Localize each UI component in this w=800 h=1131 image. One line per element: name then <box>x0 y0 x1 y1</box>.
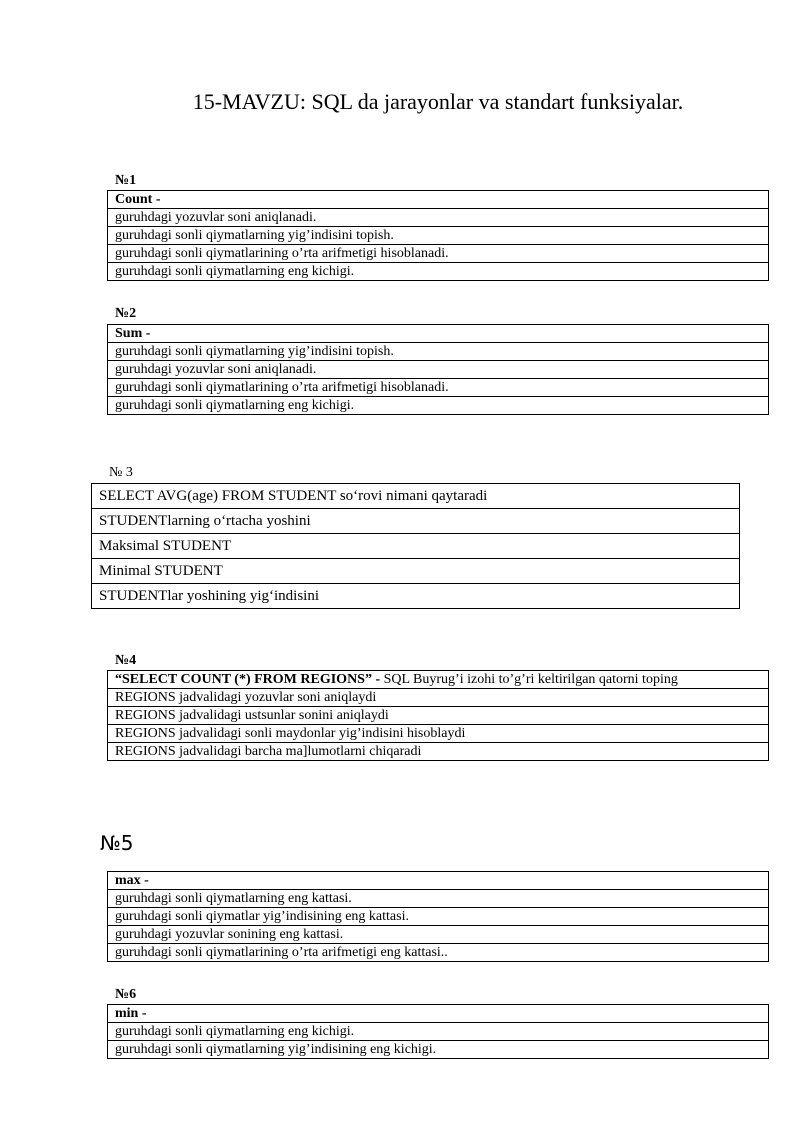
answer-option: guruhdagi sonli qiymatlarining o’rta arifmetigi hisoblanadi. <box>108 379 769 397</box>
answer-option: guruhdagi sonli qiymatlarning eng kichigi. <box>108 1023 769 1041</box>
question-table-5 <box>107 871 769 962</box>
answer-option: guruhdagi sonli qiymatlarning yig’indisini topish. <box>108 227 769 245</box>
answer-option: guruhdagi sonli qiymatlarining o’rta arifmetigi eng kattasi.. <box>108 944 769 962</box>
answer-option: STUDENTlarning o‘rtacha yoshini <box>92 509 740 534</box>
question-command: “SELECT COUNT (*) FROM REGIONS” - <box>115 672 381 687</box>
question-table-6 <box>107 1004 769 1059</box>
answer-option: guruhdagi yozuvlar soni aniqlanadi. <box>108 361 769 379</box>
question-text: max - <box>108 872 769 890</box>
answer-option: guruhdagi sonli qiymatlarning yig’indisini topish. <box>108 343 769 361</box>
answer-option: REGIONS jadvalidagi ustsunlar sonini aniqlaydi <box>108 707 769 725</box>
question-text: Count - <box>108 191 769 209</box>
answer-option: guruhdagi sonli qiymatlarning eng kattasi. <box>108 890 769 908</box>
question-table-3 <box>91 483 740 609</box>
question-number: №5 <box>100 831 134 855</box>
answer-option: STUDENTlar yoshining yig‘indisini <box>92 584 740 609</box>
answer-option: Minimal STUDENT <box>92 559 740 584</box>
question-number: №1 <box>115 173 137 188</box>
question-text: Sum - <box>108 325 769 343</box>
answer-option: guruhdagi yozuvlar sonining eng kattasi. <box>108 926 769 944</box>
question-number: №6 <box>115 987 137 1002</box>
answer-option: guruhdagi sonli qiymatlarining o’rta arifmetigi hisoblanadi. <box>108 245 769 263</box>
answer-option: Maksimal STUDENT <box>92 534 740 559</box>
answer-option: guruhdagi sonli qiymatlarning yig’indisining eng kichigi. <box>108 1041 769 1059</box>
question-instruction: SQL Buyrug’i izohi to’g’ri keltirilgan qatorni toping <box>380 672 678 687</box>
question-text <box>108 671 769 689</box>
question-table-4 <box>107 670 769 761</box>
answer-option: guruhdagi sonli qiymatlarning eng kichigi. <box>108 397 769 415</box>
question-table-1 <box>107 190 769 281</box>
question-number: № 3 <box>109 465 133 480</box>
answer-option: REGIONS jadvalidagi sonli maydonlar yig’indisini hisoblaydi <box>108 725 769 743</box>
question-text: min - <box>108 1005 769 1023</box>
question-table-2 <box>107 324 769 415</box>
answer-option: REGIONS jadvalidagi yozuvlar soni aniqlaydi <box>108 689 769 707</box>
question-number: №4 <box>115 653 137 668</box>
answer-option: REGIONS jadvalidagi barcha ma]lumotlarni chiqaradi <box>108 743 769 761</box>
page-title: 15-MAVZU: SQL da jarayonlar va standart funksiyalar. <box>192 89 684 114</box>
question-number: №2 <box>115 306 137 321</box>
question-text: SELECT AVG(age) FROM STUDENT so‘rovi nimani qaytaradi <box>92 484 740 509</box>
answer-option: guruhdagi sonli qiymatlarning eng kichigi. <box>108 263 769 281</box>
answer-option: guruhdagi sonli qiymatlar yig’indisining eng kattasi. <box>108 908 769 926</box>
answer-option: guruhdagi yozuvlar soni aniqlanadi. <box>108 209 769 227</box>
